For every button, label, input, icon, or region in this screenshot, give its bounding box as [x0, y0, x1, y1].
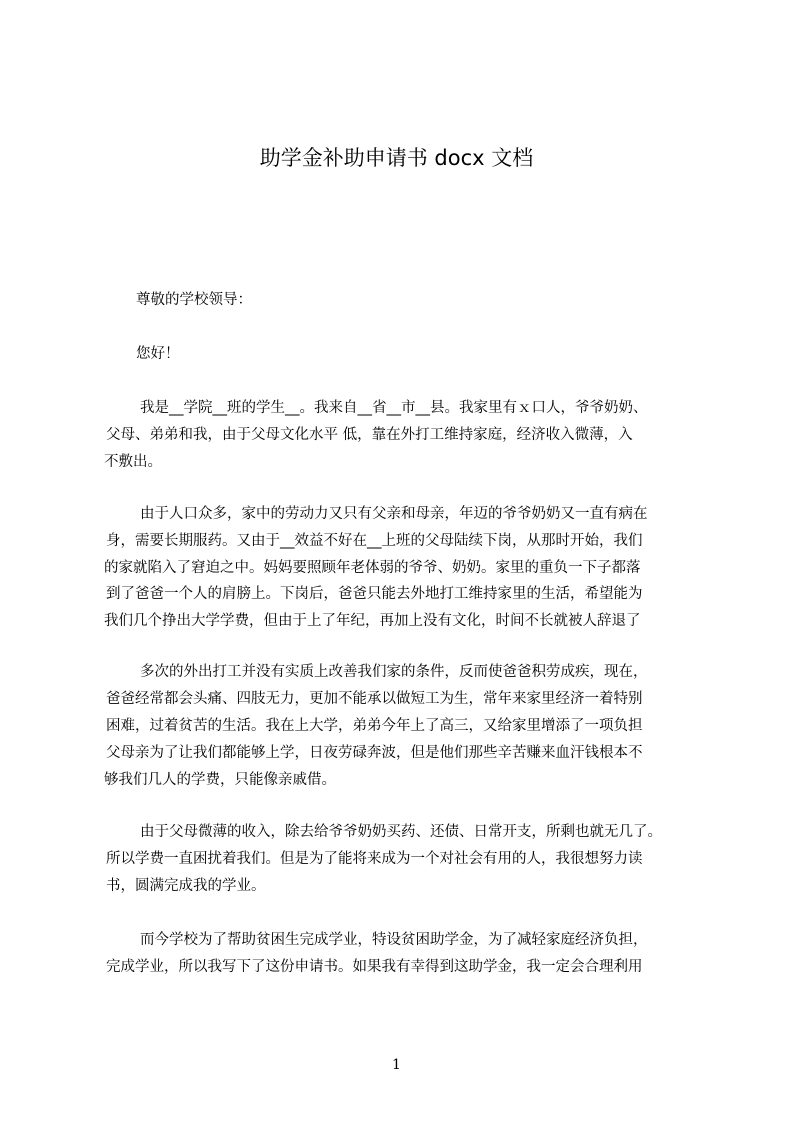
paragraph-2-line-2: 身，需要长期服药。又由于__效益不好在__上班的父母陆续下岗，从那时开始，我们	[106, 533, 643, 549]
paragraph-2-line-1: 由于人口众多，家中的劳动力又只有父亲和母亲，年迈的爷爷奶奶又一直有病在	[140, 506, 648, 522]
paragraph-2-line-4: 到了爸爸一个人的肩膀上。下岗后，爸爸只能去外地打工维持家里的生活，希望能为	[106, 586, 643, 602]
paragraph-4-line-3: 书，圆满完成我的学业。	[106, 878, 266, 894]
paragraph-5-line-2: 完成学业，所以我写下了这份申请书。如果我有幸得到这助学金，我一定会合理利用	[106, 959, 643, 975]
greeting: 您好！	[136, 346, 180, 362]
salutation: 尊敬的学校领导：	[136, 292, 252, 308]
paragraph-2-line-3: 的家就陷入了窘迫之中。妈妈要照顾年老体弱的爷爷、奶奶。家里的重负一下子都落	[104, 560, 641, 576]
paragraph-2-line-5: 我们几个挣出大学学费，但由于上了年纪，再加上没有文化，时间不长就被人辞退了	[104, 613, 641, 629]
paragraph-4-line-2: 所以学费一直困扰着我们。但是为了能将来成为一个对社会有用的人，我很想努力读	[106, 851, 643, 867]
paragraph-4-line-1: 由于父母微薄的收入，除去给爷爷奶奶买药、还债、日常开支，所剩也就无几了。	[140, 824, 662, 840]
paragraph-1-line-3: 不敷出。	[104, 454, 162, 470]
page-number: 1	[392, 1057, 401, 1073]
paragraph-5-line-1: 而今学校为了帮助贫困生完成学业，特设贫困助学金，为了减轻家庭经济负担，	[140, 932, 648, 948]
document-title: 助学金补助申请书 docx 文档	[259, 146, 534, 170]
paragraph-3-line-4: 父母亲为了让我们都能够上学，日夜劳碌奔波，但是他们那些辛苦赚来血汗钱根本不	[106, 745, 643, 761]
paragraph-3-line-1: 多次的外出打工并没有实质上改善我们家的条件，反而使爸爸积劳成疾，现在，	[140, 664, 648, 680]
paragraph-3-line-2: 爸爸经常都会头痛、四肢无力，更加不能承以做短工为生，常年来家里经济一着特别	[106, 691, 643, 707]
paragraph-1-line-1: 我是__学院__班的学生__。我来自__省__市__县。我家里有ｘ口人，爷爷奶奶、	[140, 400, 648, 416]
paragraph-3-line-5: 够我们几人的学费，只能像亲戚借。	[104, 772, 336, 788]
paragraph-3-line-3: 困难，过着贫苦的生活。我在上大学，弟弟今年上了高三，又给家里增添了一项负担	[106, 718, 643, 734]
paragraph-1-line-2: 父母、弟弟和我，由于父母文化水平 低，靠在外打工维持家庭，经济收入微薄，入	[106, 427, 633, 443]
